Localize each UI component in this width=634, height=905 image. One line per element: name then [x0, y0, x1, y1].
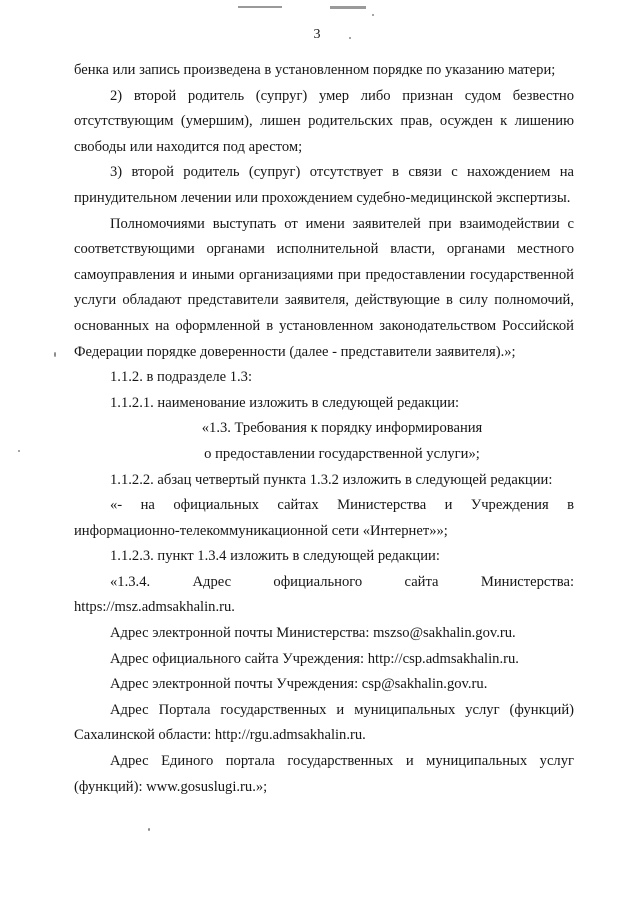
paragraph-1-3-4: «1.3.4. Адрес официального сайта Министерства: — [110, 573, 574, 590]
scan-artifact — [238, 6, 282, 8]
paragraph-1-1-2-1: 1.1.2.1. наименование изложить в следующей редакции: — [110, 394, 460, 411]
paragraph-1-1-2-3: 1.1.2.3. пункт 1.3.4 изложить в следующей редакции: — [110, 548, 440, 565]
scan-artifact — [330, 6, 366, 9]
paragraph-item-2: 2) второй родитель (супруг) умер либо признан судом безвестно отсутствующим (умершим), лишен родительских прав, осужден к лишению свободы или находится под арестом; — [74, 87, 574, 155]
ministry-email: Адрес электронной почты Министерства: mszso@sakhalin.gov.ru. — [110, 625, 516, 642]
paragraph-representatives: Полномочиями выступать от имени заявителей при взаимодействии с соответствующими органами исполнительной власти, органами местного самоуправления и иными организациями при предоставлении государственной услуги обладают представители заявителя, действующие в силу полномочий, основанных на оформленной в установленном законодательством Российской Федерации порядке доверенности (далее - представители заявителя).»; — [74, 215, 574, 360]
scan-artifact — [54, 352, 56, 357]
scan-artifact — [18, 450, 20, 452]
ministry-site-url: https://msz.admsakhalin.ru. — [74, 599, 235, 616]
section-title-line-1: «1.3. Требования к порядку информирования — [201, 420, 483, 437]
document-body — [74, 58, 574, 800]
scan-artifact — [148, 828, 150, 831]
paragraph-official-sites: «- на официальных сайтах Министерства и Учреждения в информационно-телекоммуникационной сети «Интернет»»; — [74, 497, 574, 539]
paragraph-1-1-2-2: 1.1.2.2. абзац четвертый пункта 1.3.2 изложить в следующей редакции: — [110, 471, 553, 488]
regional-portal: Адрес Портала государственных и муниципальных услуг (функций) Сахалинской области: http://rgu.admsakhalin.ru. — [74, 701, 574, 744]
paragraph-item-3: 3) второй родитель (супруг) отсутствует в связи с нахождением на принудительном лечении или прохождением судебно-медицинской экспертизы. — [74, 164, 574, 206]
institution-site: Адрес официального сайта Учреждения: http://csp.admsakhalin.ru. — [110, 650, 519, 667]
paragraph-continuation: бенка или запись произведена в установленном порядке по указанию матери; — [74, 62, 556, 78]
federal-portal: Адрес Единого портала государственных и муниципальных услуг (функций): www.gosuslugi.ru.»; — [74, 753, 574, 795]
page-number: 3 — [313, 27, 321, 42]
scan-artifact — [372, 14, 374, 16]
section-title-line-2: о предоставлении государственной услуги»; — [204, 445, 480, 462]
paragraph-1-1-2: 1.1.2. в подразделе 1.3: — [110, 369, 253, 386]
institution-email: Адрес электронной почты Учреждения: csp@sakhalin.gov.ru. — [110, 676, 488, 693]
